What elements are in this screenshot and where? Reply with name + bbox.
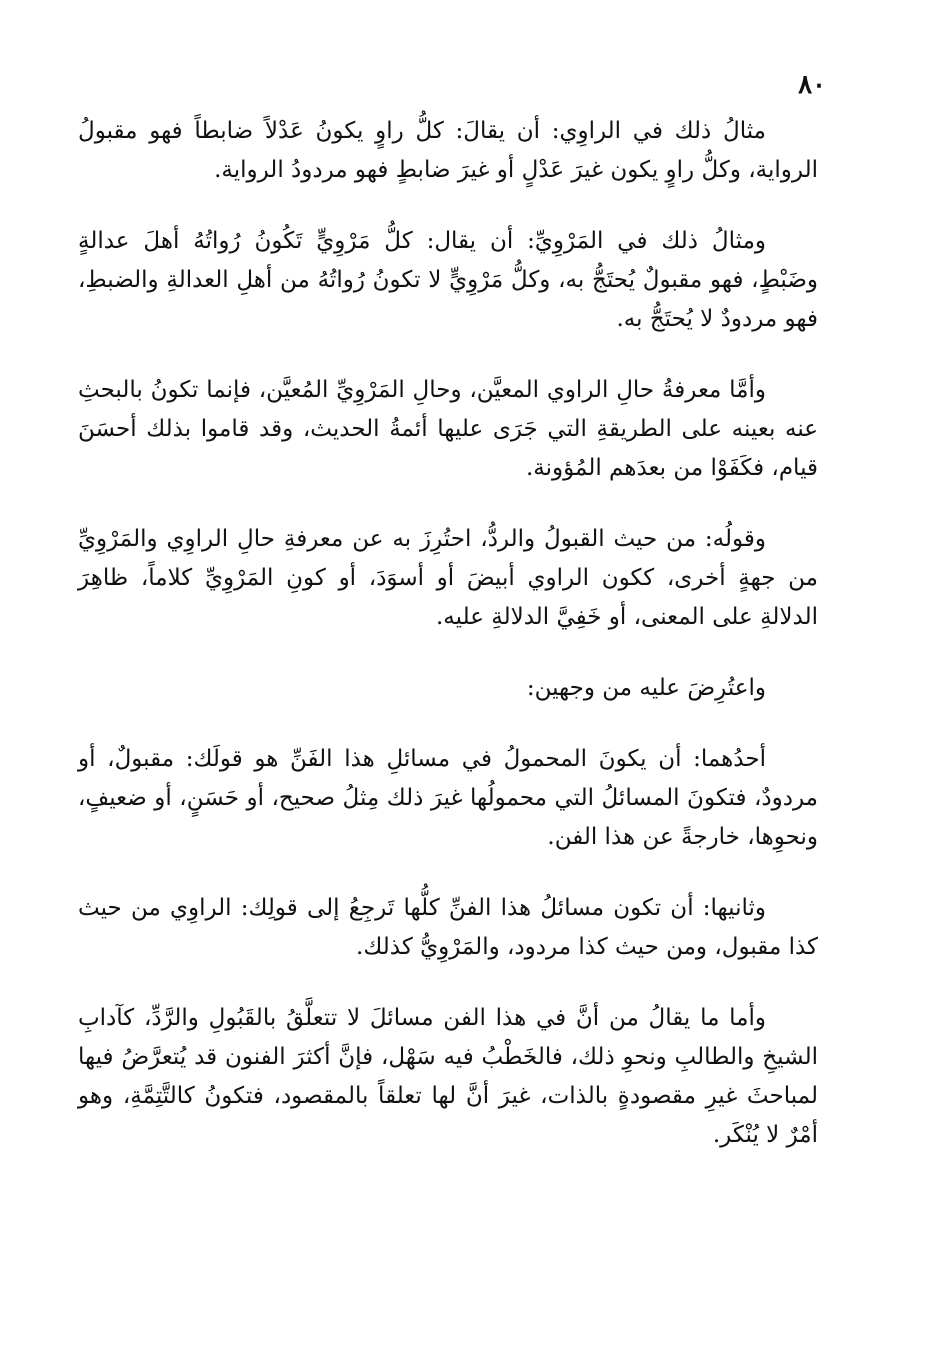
paragraph-first-objection: أحدُهما: أن يكونَ المحمولُ في مسائلِ هذا الفَنِّ هو قولَك: مقبولٌ، أو مردودٌ، فتكونَ المسائلُ التي محمولُها غيرَ ذلك مِثلُ صحيح، أو حَسَنٍ، أو ضعيفٍ، ونحوِها، خارجةً عن هذا الفن. <box>78 746 818 850</box>
page-number: ٨٠ <box>798 70 826 100</box>
paragraph-second-objection: وثانيها: أن تكون مسائلُ هذا الفنِّ كلُّها تَرجِعُ إلى قولِك: الراوِي من حيث كذا مقبول، ومن حيث كذا مردود، والمَرْوِيُّ كذلك. <box>78 895 818 960</box>
paragraph-marwi-example: ومثالُ ذلك في المَرْوِيِّ: أن يقال: كلُّ مَرْوِيٍّ تَكُونُ رُواتُهُ أهلَ عدالةٍ وضَبْطٍ، فهو مقبولٌ يُحتَجُّ به، وكلُّ مَرْوِيٍّ لا تكونُ رُواتُهُ من أهلِ العدالةِ والضبطِ، فهو مردودٌ لا يُحتَجُّ به. <box>78 228 818 332</box>
paragraph-knowing-condition: وأمَّا معرفةُ حالِ الراوي المعيَّن، وحالِ المَرْوِيِّ المُعيَّن، فإنما تكونُ بالبحثِ عنه بعينه على الطريقةِ التي جَرَى عليها أئمةُ الحديث، وقد قاموا بذلك أحسَنَ قيام، فكَفَوْا من بعدَهم المُؤونة. <box>78 377 818 481</box>
paragraph-closing-note: وأما ما يقالُ من أنَّ في هذا الفن مسائلَ لا تتعلَّقُ بالقَبُولِ والرَّدِّ، كآدابِ الشيخِ والطالبِ ونحوِ ذلك، فالخَطْبُ فيه سَهْل، فإنَّ أكثرَ الفنون قد يُتعرَّضُ فيها لمباحثَ غيرِ مقصودةٍ بالذات، غيرَ أنَّ لها تعلقاً بالمقصود، فتكونُ كالتَّتِمَّةِ، وهو أمْرٌ لا يُنْكَر. <box>78 1005 818 1148</box>
paragraph-rawi-example: مثالُ ذلك في الراوِي: أن يقالَ: كلُّ راوٍ يكونُ عَدْلاً ضابطاً فهو مقبولُ الرواية، وكلُّ راوٍ يكون غيرَ عَدْلٍ أو غيرَ ضابطٍ فهو مردودُ الرواية. <box>78 118 818 183</box>
paragraph-objection-intro: واعتُرِضَ عليه من وجهين: <box>526 675 766 701</box>
page-body <box>78 112 818 1187</box>
paragraph-acceptance-rejection: وقولُه: من حيث القبولُ والردُّ، احتُرِزَ به عن معرفةِ حالِ الراوِي والمَرْوِيِّ من جهةٍ أخرى، ككون الراوي أبيضَ أو أسوَدَ، أو كونِ المَرْوِيِّ كلاماً، ظاهِرَ الدلالةِ على المعنى، أو خَفِيَّ الدلالةِ عليه. <box>78 526 818 630</box>
